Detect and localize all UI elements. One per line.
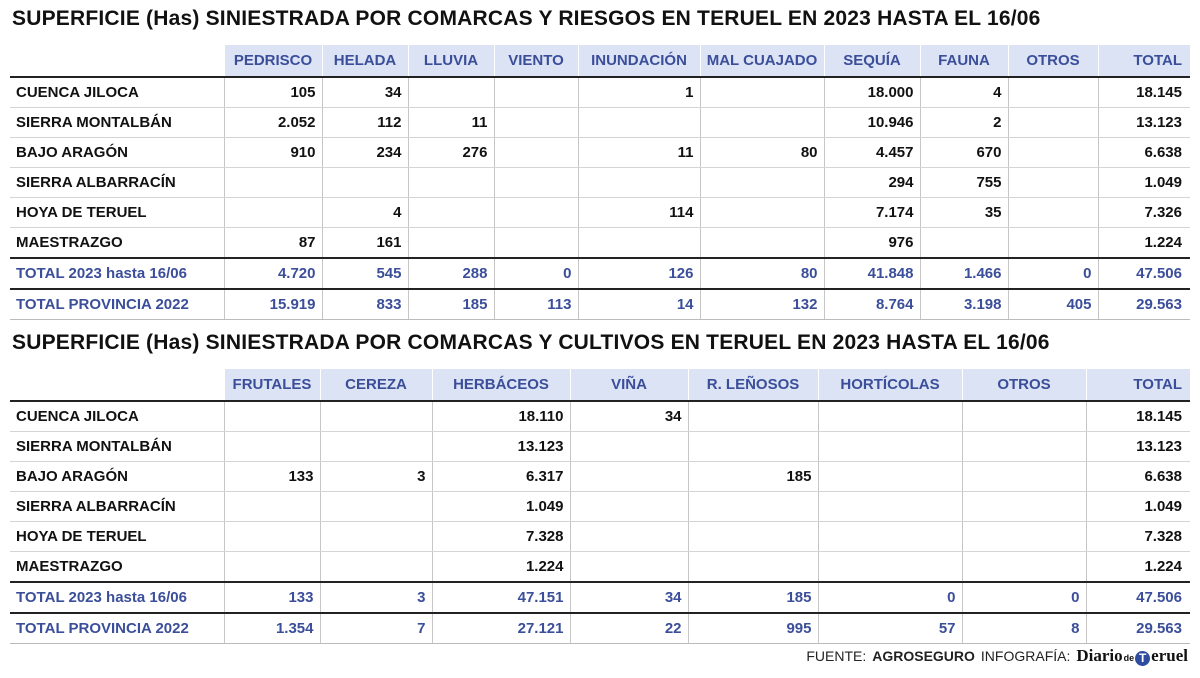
table2-title: SUPERFICIE (Has) SINIESTRADA POR COMARCAS Y CULTIVOS EN TERUEL EN 2023 HASTA EL 16/06 [12,331,1050,354]
value-cell [688,522,818,552]
value-cell: 105 [224,77,322,108]
value-cell: 13.123 [432,432,570,462]
value-cell [962,432,1086,462]
value-cell: 2 [920,108,1008,138]
value-cell [224,401,320,432]
value-cell: 1.354 [224,613,320,644]
value-cell [1008,198,1098,228]
value-cell: 15.919 [224,289,322,320]
row-label: BAJO ARAGÓN [10,462,224,492]
table1-total-provincia-2022-row [10,289,1190,320]
value-cell [688,492,818,522]
value-cell [224,522,320,552]
table2-total-2023-row [10,582,1190,613]
total-cell: 18.145 [1086,401,1190,432]
value-cell: 87 [224,228,322,259]
value-cell: 185 [688,582,818,613]
logo-text-eruel: eruel [1151,646,1188,665]
value-cell [688,401,818,432]
value-cell [224,492,320,522]
value-cell: 3 [320,462,432,492]
logo-text-de: de [1123,653,1135,663]
table2-col-header: FRUTALES [224,369,320,401]
value-cell [700,198,824,228]
total-cell: 6.638 [1098,138,1190,168]
value-cell: 234 [322,138,408,168]
total-cell: 1.049 [1086,492,1190,522]
value-cell [700,168,824,198]
logo-t-icon: T [1135,651,1150,666]
total-cell: 47.506 [1086,582,1190,613]
value-cell [1008,168,1098,198]
table2-col-header: R. LEÑOSOS [688,369,818,401]
value-cell: 18.110 [432,401,570,432]
value-cell: 132 [700,289,824,320]
value-cell [818,462,962,492]
value-cell: 7 [320,613,432,644]
value-cell [494,138,578,168]
value-cell [408,168,494,198]
value-cell: 34 [570,582,688,613]
row-label: SIERRA ALBARRACÍN [10,492,224,522]
table2-data-row [10,522,1190,552]
value-cell [818,401,962,432]
value-cell [920,228,1008,259]
value-cell [320,432,432,462]
table1-col-header: PEDRISCO [224,45,322,77]
value-cell: 34 [322,77,408,108]
total-cell: 7.326 [1098,198,1190,228]
value-cell [962,522,1086,552]
total-cell: 6.638 [1086,462,1190,492]
row-label: TOTAL 2023 hasta 16/06 [10,582,224,613]
value-cell [962,492,1086,522]
value-cell [1008,77,1098,108]
value-cell [578,228,700,259]
table1-data-row [10,138,1190,168]
total-cell: 13.123 [1086,432,1190,462]
value-cell [700,77,824,108]
value-cell: 7.174 [824,198,920,228]
value-cell [688,552,818,583]
table1-col-header: INUNDACIÓN [578,45,700,77]
row-label: HOYA DE TERUEL [10,522,224,552]
table2-data-row [10,432,1190,462]
value-cell: 976 [824,228,920,259]
value-cell: 2.052 [224,108,322,138]
value-cell [224,432,320,462]
value-cell: 4 [920,77,1008,108]
value-cell [962,401,1086,432]
value-cell [818,492,962,522]
value-cell: 185 [688,462,818,492]
total-cell: 1.224 [1098,228,1190,259]
source-label: FUENTE: [806,648,867,664]
value-cell: 14 [578,289,700,320]
value-cell [320,522,432,552]
value-cell: 276 [408,138,494,168]
table1-header-row [10,45,1190,77]
value-cell: 11 [578,138,700,168]
table1-data-row [10,168,1190,198]
value-cell: 126 [578,258,700,289]
value-cell [962,552,1086,583]
value-cell: 27.121 [432,613,570,644]
value-cell: 10.946 [824,108,920,138]
total-cell: 1.049 [1098,168,1190,198]
value-cell: 405 [1008,289,1098,320]
credit-label: INFOGRAFÍA: [980,648,1071,664]
value-cell [494,168,578,198]
table2-col-header-total: TOTAL [1086,369,1190,401]
total-cell: 13.123 [1098,108,1190,138]
table1-total-2023-row [10,258,1190,289]
value-cell [570,492,688,522]
value-cell [408,228,494,259]
row-label: CUENCA JILOCA [10,401,224,432]
table1-col-header: FAUNA [920,45,1008,77]
source-value: AGROSEGURO [872,648,975,664]
value-cell: 113 [494,289,578,320]
value-cell: 11 [408,108,494,138]
value-cell: 133 [224,462,320,492]
row-label: SIERRA MONTALBÁN [10,432,224,462]
value-cell: 47.151 [432,582,570,613]
value-cell [570,462,688,492]
value-cell: 34 [570,401,688,432]
total-cell: 7.328 [1086,522,1190,552]
value-cell [320,492,432,522]
table2-col-header: HORTÍCOLAS [818,369,962,401]
total-cell: 47.506 [1098,258,1190,289]
value-cell: 6.317 [432,462,570,492]
total-cell: 29.563 [1098,289,1190,320]
value-cell: 185 [408,289,494,320]
table2-data-row [10,401,1190,432]
table1-col-header: SEQUÍA [824,45,920,77]
table1-col-header: VIENTO [494,45,578,77]
value-cell: 8 [962,613,1086,644]
value-cell [1008,228,1098,259]
value-cell [494,228,578,259]
value-cell [408,77,494,108]
value-cell: 161 [322,228,408,259]
row-label: TOTAL 2023 hasta 16/06 [10,258,224,289]
value-cell: 18.000 [824,77,920,108]
value-cell: 4.457 [824,138,920,168]
row-label: MAESTRAZGO [10,228,224,259]
value-cell [818,552,962,583]
value-cell: 995 [688,613,818,644]
value-cell: 0 [1008,258,1098,289]
value-cell: 1.466 [920,258,1008,289]
value-cell: 41.848 [824,258,920,289]
value-cell [322,168,408,198]
value-cell: 57 [818,613,962,644]
row-label: HOYA DE TERUEL [10,198,224,228]
table2-col-header: HERBÁCEOS [432,369,570,401]
table1-data-row [10,198,1190,228]
value-cell [224,198,322,228]
table2-data-row [10,462,1190,492]
value-cell [570,552,688,583]
table2-col-header: OTROS [962,369,1086,401]
table2-total-provincia-2022-row [10,613,1190,644]
table1-col-header: HELADA [322,45,408,77]
table1-corner [10,45,224,77]
value-cell [578,168,700,198]
table1-data-row [10,108,1190,138]
value-cell [494,198,578,228]
value-cell [224,552,320,583]
value-cell [320,401,432,432]
row-label: TOTAL PROVINCIA 2022 [10,289,224,320]
value-cell: 3 [320,582,432,613]
table1-col-header: MAL CUAJADO [700,45,824,77]
table2-col-header: VIÑA [570,369,688,401]
value-cell: 910 [224,138,322,168]
value-cell [818,522,962,552]
table1-col-header-total: TOTAL [1098,45,1190,77]
value-cell: 3.198 [920,289,1008,320]
value-cell: 112 [322,108,408,138]
value-cell: 1.224 [432,552,570,583]
value-cell: 4 [322,198,408,228]
risks-table [10,45,1190,320]
value-cell [1008,108,1098,138]
value-cell: 1 [578,77,700,108]
value-cell [578,108,700,138]
total-cell: 29.563 [1086,613,1190,644]
value-cell [570,432,688,462]
table2-data-row [10,492,1190,522]
table2-header-row [10,369,1190,401]
total-cell: 1.224 [1086,552,1190,583]
table1-data-row [10,77,1190,108]
value-cell [494,77,578,108]
logo-text-diario: Diario [1076,646,1123,665]
row-label: SIERRA MONTALBÁN [10,108,224,138]
value-cell: 288 [408,258,494,289]
value-cell: 0 [962,582,1086,613]
value-cell [962,462,1086,492]
row-label: CUENCA JILOCA [10,77,224,108]
value-cell: 80 [700,138,824,168]
value-cell: 755 [920,168,1008,198]
value-cell [224,168,322,198]
value-cell [1008,138,1098,168]
value-cell [494,108,578,138]
value-cell: 8.764 [824,289,920,320]
value-cell [700,108,824,138]
value-cell: 4.720 [224,258,322,289]
value-cell: 0 [494,258,578,289]
total-cell: 18.145 [1098,77,1190,108]
table2-col-header: CEREZA [320,369,432,401]
value-cell: 545 [322,258,408,289]
value-cell: 35 [920,198,1008,228]
value-cell: 80 [700,258,824,289]
row-label: SIERRA ALBARRACÍN [10,168,224,198]
diario-de-teruel-logo [1076,646,1188,666]
footer [806,646,1188,666]
value-cell: 133 [224,582,320,613]
value-cell: 114 [578,198,700,228]
value-cell: 294 [824,168,920,198]
table1-data-row [10,228,1190,259]
value-cell [688,432,818,462]
row-label: TOTAL PROVINCIA 2022 [10,613,224,644]
value-cell: 22 [570,613,688,644]
value-cell [818,432,962,462]
row-label: BAJO ARAGÓN [10,138,224,168]
table1-col-header: OTROS [1008,45,1098,77]
value-cell: 833 [322,289,408,320]
row-label: MAESTRAZGO [10,552,224,583]
value-cell: 670 [920,138,1008,168]
value-cell [700,228,824,259]
value-cell: 0 [818,582,962,613]
table1-col-header: LLUVIA [408,45,494,77]
table2-corner [10,369,224,401]
value-cell [570,522,688,552]
table2-data-row [10,552,1190,583]
value-cell [408,198,494,228]
value-cell: 7.328 [432,522,570,552]
crops-table [10,369,1190,644]
table1-title: SUPERFICIE (Has) SINIESTRADA POR COMARCAS Y RIESGOS EN TERUEL EN 2023 HASTA EL 16/06 [12,7,1041,30]
value-cell [320,552,432,583]
value-cell: 1.049 [432,492,570,522]
